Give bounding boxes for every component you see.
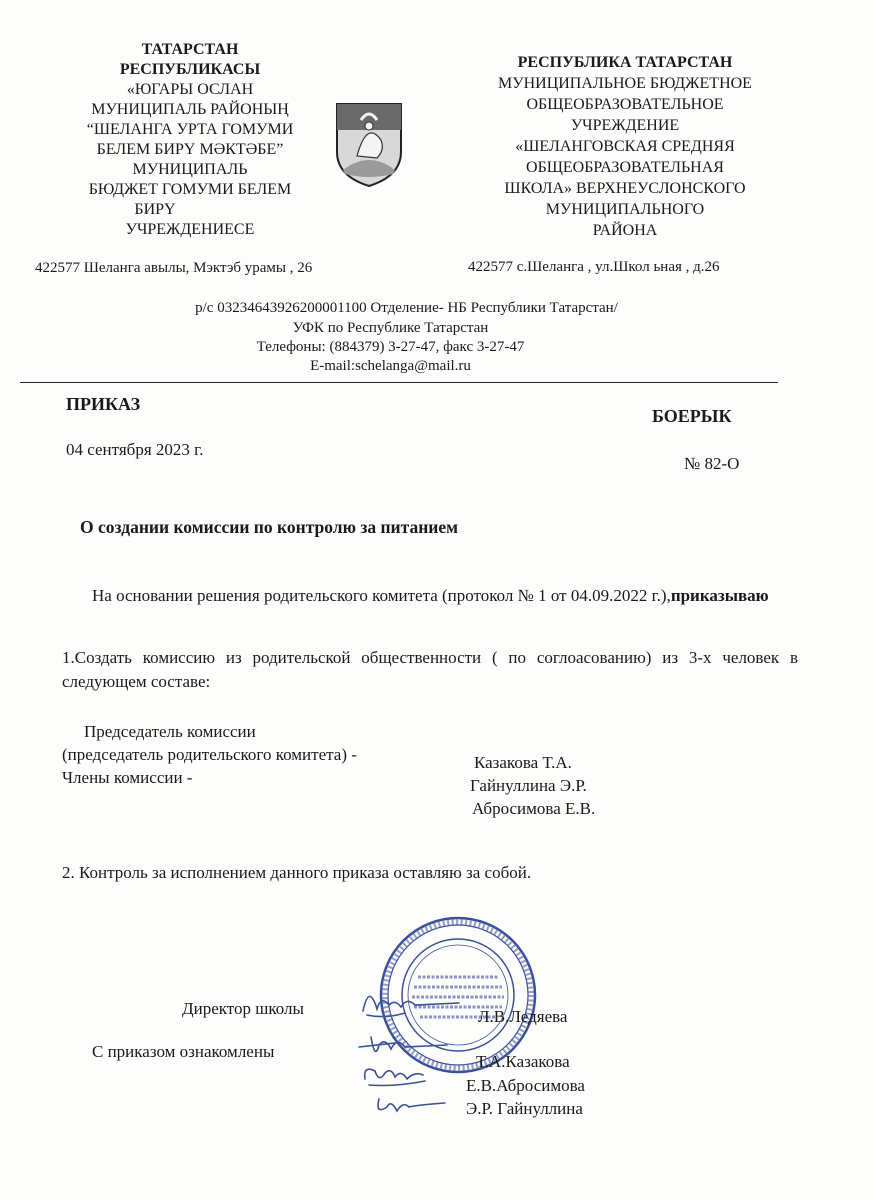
header-right-line: МУНИЦИПАЛЬНОГО — [545, 201, 705, 218]
member-name: Казакова Т.А. — [474, 753, 572, 772]
header-right-line: РАЙОНА — [592, 222, 658, 239]
header-left-line: МУНИЦИПАЛЬ — [132, 161, 248, 178]
order-number: № 82-О — [684, 454, 740, 473]
header-left-line: «ЮГАРЫ ОСЛАН — [126, 81, 254, 98]
header-right-line: УЧРЕЖДЕНИЕ — [570, 117, 680, 134]
bank-details: р/с 03234643926200001100 Отделение- НБ Республики Татарстан/ — [195, 300, 618, 316]
header-right-line: ОБЩЕОБРАЗОВАТЕЛЬНОЕ — [526, 96, 724, 113]
header-left-block — [20, 40, 360, 240]
header-left-line: ТАТАРСТАН — [141, 41, 239, 58]
order-item-2: 2. Контроль за исполнением данного приказа оставляю за собой. — [62, 863, 532, 882]
acquainted-name: Э.Р. Гайнуллина — [466, 1099, 583, 1118]
header-left-line: “ШЕЛАНГА УРТА ГОМУМИ — [86, 121, 294, 138]
phones: Телефоны: (884379) 3-27-47, факс 3-27-47 — [256, 339, 525, 355]
order-label-tt: БОЕРЫК — [652, 406, 732, 426]
header-right-block — [450, 52, 800, 241]
header-right-address: 422577 с.Шеланга , ул.Школ ьная , д.26 — [468, 259, 720, 275]
chair-note: (председатель родительского комитета) - — [62, 745, 357, 764]
members-label: Члены комиссии - — [62, 768, 193, 787]
header-left-line: БИРҮ — [134, 201, 176, 218]
header-left-line: МУНИЦИПАЛЬ РАЙОНЫҢ — [91, 101, 289, 118]
bank-details-2: УФК по Республике Татарстан — [292, 320, 489, 336]
order-date: 04 сентября 2023 г. — [66, 440, 204, 459]
acquainted-name: Е.В.Абросимова — [466, 1076, 585, 1095]
header-right-line: МУНИЦИПАЛЬНОЕ БЮДЖЕТНОЕ — [498, 75, 752, 92]
order-basis-text: На основании решения родительского комитета (протокол № 1 от 04.09.2022 г.), — [92, 586, 671, 605]
acquainted-name: Т.А.Казакова — [476, 1052, 570, 1071]
header-right-line: РЕСПУБЛИКА ТАТАРСТАН — [517, 54, 733, 71]
email: E-mail:schelanga@mail.ru — [310, 358, 471, 374]
member-name: Абросимова Е.В. — [472, 799, 596, 818]
header-left-address: 422577 Шеланга авылы, Мэктэб урамы , 26 — [35, 260, 313, 276]
order-title: О создании комиссии по контролю за питанием — [80, 517, 459, 537]
header-left-line: УЧРЕЖДЕНИЕСЕ — [125, 221, 255, 238]
header-left-line: БЮДЖЕТ ГОМУМИ БЕЛЕМ — [88, 181, 292, 198]
order-basis-bold: приказываю — [670, 586, 769, 605]
order-basis — [62, 584, 798, 608]
handwritten-signatures-icon — [355, 975, 465, 1125]
header-divider — [20, 382, 778, 383]
director-label: Директор школы — [182, 999, 304, 1018]
order-label-ru: ПРИКАЗ — [66, 394, 141, 414]
member-name: Гайнуллина Э.Р. — [470, 776, 587, 795]
acquainted-label: С приказом ознакомлены — [92, 1042, 275, 1061]
emblem-icon — [333, 100, 405, 188]
header-right-line: «ШЕЛАНГОВСКАЯ СРЕДНЯЯ — [515, 138, 735, 155]
director-name: Л.В.Ледяева — [478, 1007, 568, 1026]
header-right-line: ШКОЛА» ВЕРХНЕУСЛОНСКОГО — [504, 180, 746, 197]
header-left-line: БЕЛЕМ БИРҮ МӘКТӘБЕ” — [96, 141, 284, 158]
header-left-line: РЕСПУБЛИКАСЫ — [119, 61, 261, 78]
order-item-1: 1.Создать комиссию из родительской общественности ( по соглоасованию) из 3-х человек в следующем составе: — [62, 648, 798, 691]
chair-label: Председатель комиссии — [84, 722, 256, 741]
header-right-line: ОБЩЕОБРАЗОВАТЕЛЬНАЯ — [526, 159, 724, 176]
